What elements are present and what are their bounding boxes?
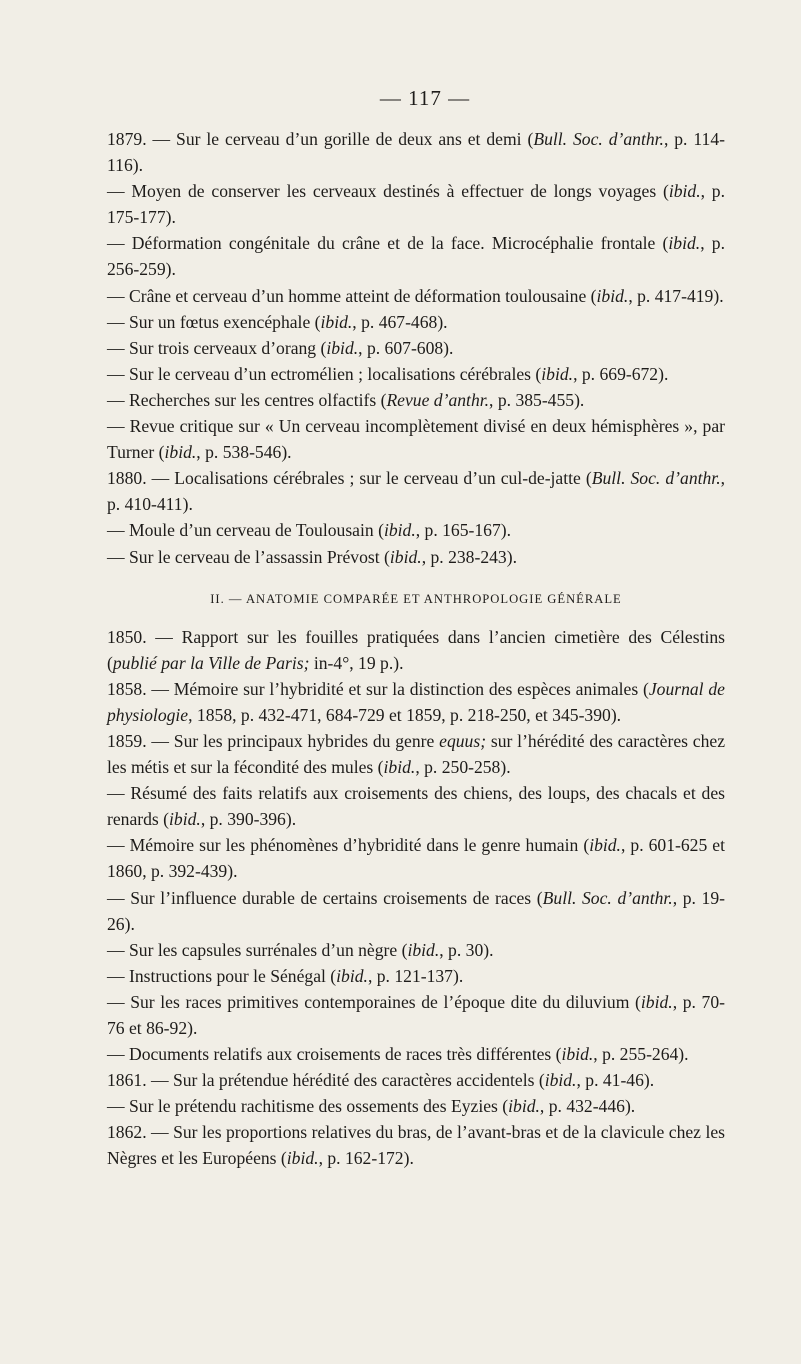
entry-text: — Moyen de conserver les cerveaux destinés à effectuer de longs voyages ( (107, 181, 669, 202)
entry-text: — Sur un fœtus exencéphale ( (107, 311, 321, 332)
entry-source-title: ibid. (541, 363, 574, 384)
entry-text: , p. 417-419). (628, 285, 724, 306)
bibliography-entry (107, 361, 725, 387)
entry-text: , p. 30). (439, 939, 494, 960)
entry-text: , p. 607-608). (358, 337, 454, 358)
bibliography-entry (107, 1093, 725, 1119)
bibliography-entry (107, 885, 725, 937)
bibliography-entry (107, 624, 725, 676)
page-number: — 117 — (379, 86, 471, 110)
bibliography-entry (107, 1041, 725, 1067)
entry-text: , p. 165-167). (415, 520, 512, 541)
entry-text: , p. 121-137). (367, 965, 464, 986)
entry-text: — Sur l’influence durable de certains croisements de races ( (107, 887, 543, 908)
entry-text: , p. 256-259). (107, 233, 726, 280)
entry-source-title: ibid. (596, 285, 629, 306)
entry-text: , p. 390-396). (200, 809, 297, 830)
entry-text: , p. 255-264). (593, 1044, 689, 1065)
bibliography-entry (107, 309, 725, 335)
entry-source-title: ibid. (320, 311, 353, 332)
bibliography-entry (107, 963, 725, 989)
bibliography-entry (107, 676, 725, 728)
section-heading: II. — ANATOMIE COMPARÉE ET ANTHROPOLOGIE GÉNÉRALE (210, 591, 622, 606)
entry-text: in-4°, 19 p.). (309, 652, 404, 673)
entry-text: , p. 538-546). (196, 442, 292, 463)
entry-text: , p. 175-177). (107, 181, 725, 228)
bibliography-entry (107, 387, 725, 413)
entry-text: sur l’hérédité des caractères chez les métis et sur la fécondité des mules ( (107, 730, 726, 778)
bibliography-entry (107, 1119, 725, 1171)
entry-text: — Déformation congénitale du crâne et de la face. Microcéphalie frontale ( (107, 233, 669, 254)
entry-text: — Mémoire sur les phénomènes d’hybridité dans le genre humain ( (107, 835, 590, 856)
bibliography-entry (107, 230, 725, 282)
bibliography-entry (107, 413, 725, 465)
entry-source-title: ibid. (286, 1148, 319, 1169)
entry-source-title: ibid. (389, 546, 422, 567)
entry-source-title: ibid. (164, 442, 197, 463)
entry-text: — Sur trois cerveaux d’orang ( (107, 337, 327, 358)
entry-source-title: ibid. (383, 757, 416, 778)
entry-source-title: ibid. (326, 337, 359, 358)
entry-text: , p. 238-243). (421, 546, 517, 567)
bibliography-list-comparative-anatomy (107, 624, 725, 1172)
entry-text: , p. 467-468). (352, 311, 448, 332)
entry-text: 1879. — Sur le cerveau d’un gorille de deux ans et demi ( (107, 129, 534, 149)
entry-text: — Sur le cerveau d’un ectromélien ; localisations cérébrales ( (107, 363, 542, 384)
entry-text: — Sur les capsules surrénales d’un nègre ( (107, 939, 408, 960)
entry-source-title: ibid. (336, 965, 368, 986)
entry-text: 1880. — Localisations cérébrales ; sur le cerveau d’un cul-de-jatte ( (107, 468, 592, 489)
entry-text: , p. 669-672). (573, 363, 669, 384)
bibliography-entry (107, 937, 725, 963)
entry-source-title: equus; (439, 730, 487, 751)
entry-text: — Moule d’un cerveau de Toulousain ( (107, 520, 384, 541)
entry-source-title: ibid. (169, 809, 201, 830)
bibliography-entry (107, 832, 725, 884)
entry-source-title: ibid. (668, 181, 701, 202)
entry-text: , 1858, p. 432-471, 684-729 et 1859, p. 218-250, et 345-390). (188, 704, 622, 725)
entry-text: — Sur le prétendu rachitisme des ossements des Eyzies ( (107, 1096, 509, 1117)
entry-text: 1859. — Sur les principaux hybrides du genre (107, 730, 440, 751)
entry-source-title: ibid. (383, 520, 416, 541)
entry-text: , p. 70-76 et 86-92). (107, 991, 726, 1038)
entry-text: 1858. — Mémoire sur l’hybridité et sur la distinction des espèces animales ( (107, 678, 649, 699)
entry-source-title: Revue d’anthr. (386, 389, 490, 410)
entry-text: , p. 162-172). (318, 1148, 414, 1169)
entry-source-title: ibid. (544, 1070, 577, 1091)
entry-text: — Crâne et cerveau d’un homme atteint de déformation toulousaine ( (107, 285, 597, 306)
bibliography-list-anatomy (107, 126, 725, 570)
bibliography-entry (107, 1067, 725, 1093)
bibliography-entry (107, 126, 725, 178)
bibliography-entry (107, 780, 725, 832)
entry-text: — Recherches sur les centres olfactifs ( (107, 389, 387, 410)
entry-text: — Sur le cerveau de l’assassin Prévost ( (107, 546, 390, 567)
entry-source-title: ibid. (589, 835, 621, 856)
entry-text: — Sur les races primitives contemporaines de l’époque dite du diluvium ( (107, 991, 641, 1012)
entry-text: 1861. — Sur la prétendue hérédité des caractères accidentels ( (107, 1070, 545, 1091)
bibliography-entry (107, 517, 725, 543)
entry-source-title: Bull. Soc. d’anthr. (542, 887, 673, 908)
entry-source-title: ibid. (508, 1096, 540, 1117)
entry-text: , p. 41-46). (576, 1070, 655, 1091)
entry-text: , p. 432-446). (539, 1096, 636, 1117)
entry-source-title: ibid. (407, 939, 440, 960)
entry-text: 1862. — Sur les proportions relatives du bras, de l’avant-bras et de la clavicule chez les Nègres et les Européens ( (107, 1122, 725, 1169)
bibliography-entry (107, 544, 725, 570)
entry-text: , p. 19-26). (107, 887, 726, 934)
entry-source-title: Journal de physiologie (107, 678, 725, 725)
entry-source-title: ibid. (640, 991, 673, 1012)
entry-source-title: publié par la Ville de Paris; (112, 652, 310, 673)
entry-text: — Revue critique sur « Un cerveau incomplètement divisé en deux hémisphères », par Turner ( (107, 416, 725, 463)
entry-text: , p. 601-625 et 1860, p. 392-439). (107, 835, 725, 882)
bibliography-entry (107, 465, 725, 517)
entry-text: — Documents relatifs aux croisements de races très différentes ( (107, 1044, 562, 1065)
bibliography-entry (107, 728, 725, 780)
entry-text: — Résumé des faits relatifs aux croisements des chiens, des loups, des chacals et des renards ( (107, 783, 725, 830)
bibliography-entry (107, 283, 725, 309)
entry-source-title: Bull. Soc. d’anthr. (591, 468, 721, 489)
entry-text: — Instructions pour le Sénégal ( (107, 965, 337, 986)
entry-text: , p. 250-258). (415, 757, 511, 778)
bibliography-entry (107, 989, 725, 1041)
entry-text: , p. 114-116). (107, 129, 725, 176)
entry-text: , p. 410-411). (107, 468, 725, 515)
bibliography-entry (107, 335, 725, 361)
entry-source-title: ibid. (668, 233, 701, 254)
bibliography-entry (107, 178, 725, 230)
entry-source-title: ibid. (561, 1044, 594, 1065)
entry-text: 1850. — Rapport sur les fouilles pratiquées dans l’ancien cimetière des Célestins ( (107, 626, 725, 673)
entry-text: , p. 385-455). (489, 389, 585, 410)
entry-source-title: Bull. Soc. d’anthr. (533, 129, 664, 149)
